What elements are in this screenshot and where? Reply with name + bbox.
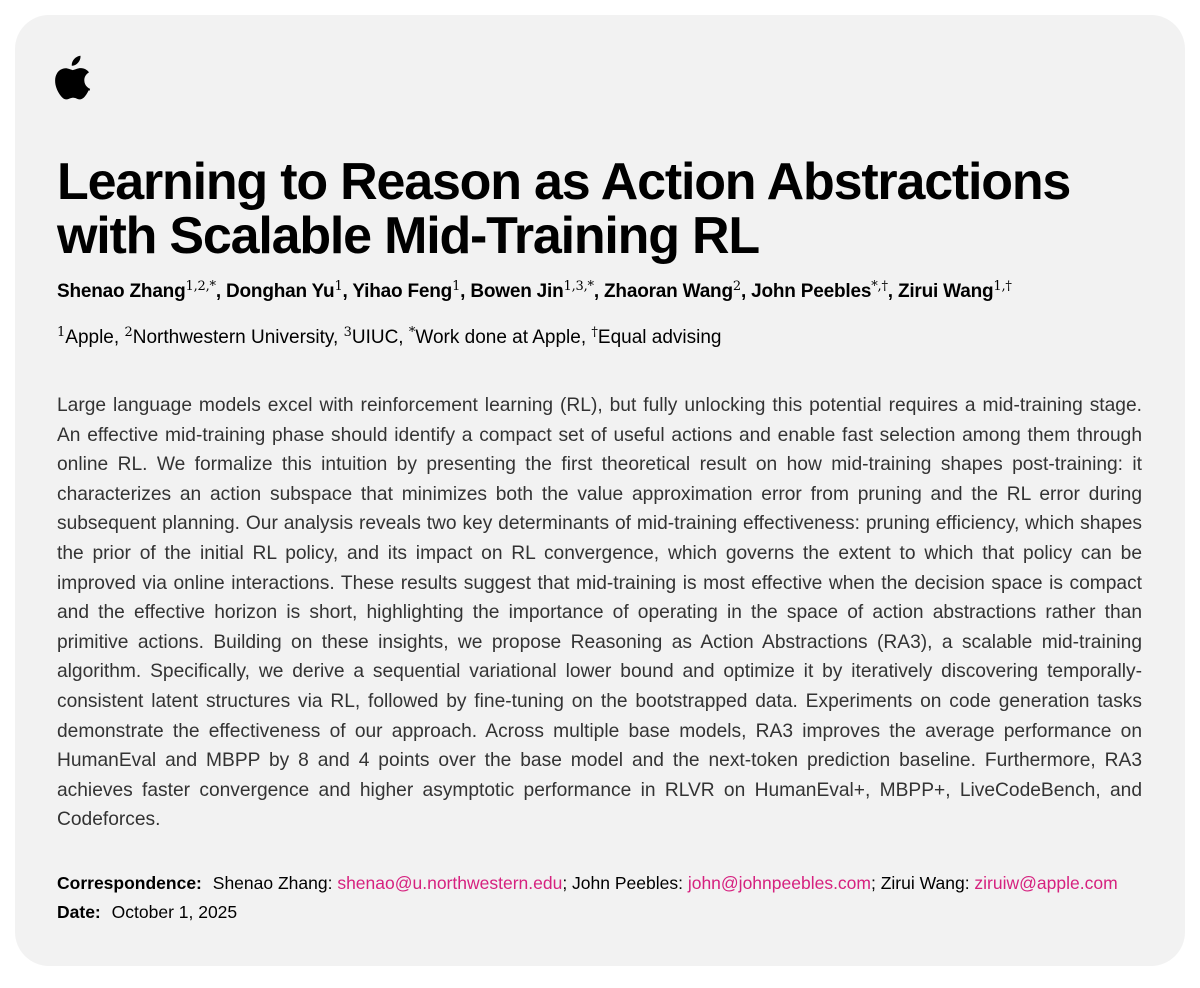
author-marks: 2: [732, 279, 741, 294]
author-name: Bowen Jin: [470, 281, 564, 302]
author-name: Yihao Feng: [352, 281, 453, 302]
author-name: Zhaoran Wang: [604, 281, 733, 302]
date-line: [57, 902, 237, 923]
author-list: [57, 281, 1157, 303]
author: [57, 281, 226, 302]
correspondence-label: Correspondence:: [57, 873, 202, 893]
date-value: October 1, 2025: [111, 902, 238, 922]
author-separator: ,: [460, 281, 471, 302]
author-separator: ,: [887, 281, 898, 302]
author-name: Shenao Zhang: [57, 281, 186, 302]
affiliation-mark: 3: [343, 325, 352, 340]
contact-name: Shenao Zhang:: [212, 873, 338, 893]
affiliation: [57, 327, 124, 348]
contact-email[interactable]: ziruiw@apple.com: [974, 873, 1118, 893]
contact-name: John Peebles:: [572, 873, 688, 893]
affiliation: [409, 327, 592, 348]
author: [604, 281, 751, 302]
contact-separator: ;: [871, 873, 881, 893]
author-name: Donghan Yu: [225, 281, 335, 302]
author-separator: ,: [593, 281, 605, 302]
author-marks: 1,†: [993, 279, 1012, 294]
contact-email[interactable]: shenao@u.northwestern.edu: [337, 873, 563, 893]
affiliation-separator: ,: [580, 327, 592, 348]
author-separator: ,: [740, 281, 752, 302]
author: [751, 281, 898, 302]
author-marks: 1,2,*: [185, 279, 216, 294]
affiliation-separator: ,: [398, 327, 409, 348]
affiliation-list: [57, 327, 1157, 349]
affiliation-mark: 2: [124, 325, 133, 340]
author-marks: 1,3,*: [563, 279, 594, 294]
apple-logo-icon: [55, 55, 93, 101]
contact-name: Zirui Wang:: [880, 873, 975, 893]
author: [470, 281, 604, 302]
affiliation-separator: ,: [333, 327, 344, 348]
affiliation-text: Work done at Apple: [415, 327, 581, 348]
affiliation-separator: ,: [113, 327, 125, 348]
author-marks: 1: [334, 279, 343, 294]
author: [226, 281, 352, 302]
author: [898, 281, 1012, 302]
affiliation-mark: *: [408, 325, 416, 340]
abstract: Large language models excel with reinforcement learning (RL), but fully unlocking this potential requires a mid-training stage. An effective mid-training phase should identify a compact set of useful actions and enable fast selection among them through online RL. We formalize this intuition by presenting the first theoretical result on how mid-training shapes post-training: it characterizes an action subspace that minimizes both the value approximation error from pruning and the RL error during subsequent planning. Our analysis reveals two key determinants of mid-training effectiveness: pruning efficiency, which shapes the prior of the initial RL policy, and its impact on RL convergence, which governs the extent to which that policy can be improved via online interactions. These results suggest that mid-training is most effective when the decision space is compact and the effective horizon is short, highlighting the importance of operating in the space of action abstractions rather than primitive actions. Building on these insights, we propose Reasoning as Action Abstractions (RA3), a scalable mid-training algorithm. Specifically, we derive a sequential variational lower bound and optimize it by iteratively discovering temporally-consistent latent structures via RL, followed by fine-tuning on the bootstrapped data. Experiments on code generation tasks demonstrate the effectiveness of our approach. Across multiple base models, RA3 improves the average performance on HumanEval and MBPP by 8 and 4 points over the base model and the next-token prediction baseline. Furthermore, RA3 achieves faster convergence and higher asymptotic performance in RLVR on HumanEval+, MBPP+, LiveCodeBench, and Codeforces.: [57, 395, 1142, 831]
affiliation-text: UIUC: [351, 327, 399, 348]
paper-title: Learning to Reason as Action Abstractions with Scalable Mid-Training RL: [57, 153, 1071, 265]
author-marks: 1: [452, 279, 461, 294]
contact: [881, 873, 1118, 893]
affiliation: [591, 327, 721, 348]
contact: [572, 873, 881, 893]
correspondence-line: [57, 873, 1157, 894]
contact-separator: ;: [562, 873, 573, 893]
affiliation: [344, 327, 409, 348]
contact-email[interactable]: john@johnpeebles.com: [687, 873, 871, 893]
date-label: Date:: [57, 902, 101, 922]
affiliation-text: Equal advising: [597, 327, 722, 348]
affiliation-mark: 1: [57, 325, 66, 340]
author: [352, 281, 470, 302]
contact: [213, 873, 572, 893]
correspondence-contacts: [213, 873, 1118, 893]
author-name: Zirui Wang: [897, 281, 994, 302]
affiliation: [124, 327, 343, 348]
author-name: John Peebles: [751, 281, 872, 302]
author-separator: ,: [215, 281, 226, 302]
affiliation-mark: †: [591, 325, 598, 340]
author-separator: ,: [342, 281, 353, 302]
author-marks: *,†: [871, 279, 888, 294]
affiliation-text: Northwestern University: [132, 327, 333, 348]
affiliation-text: Apple: [65, 327, 114, 348]
paper-front-page: [15, 15, 1185, 966]
